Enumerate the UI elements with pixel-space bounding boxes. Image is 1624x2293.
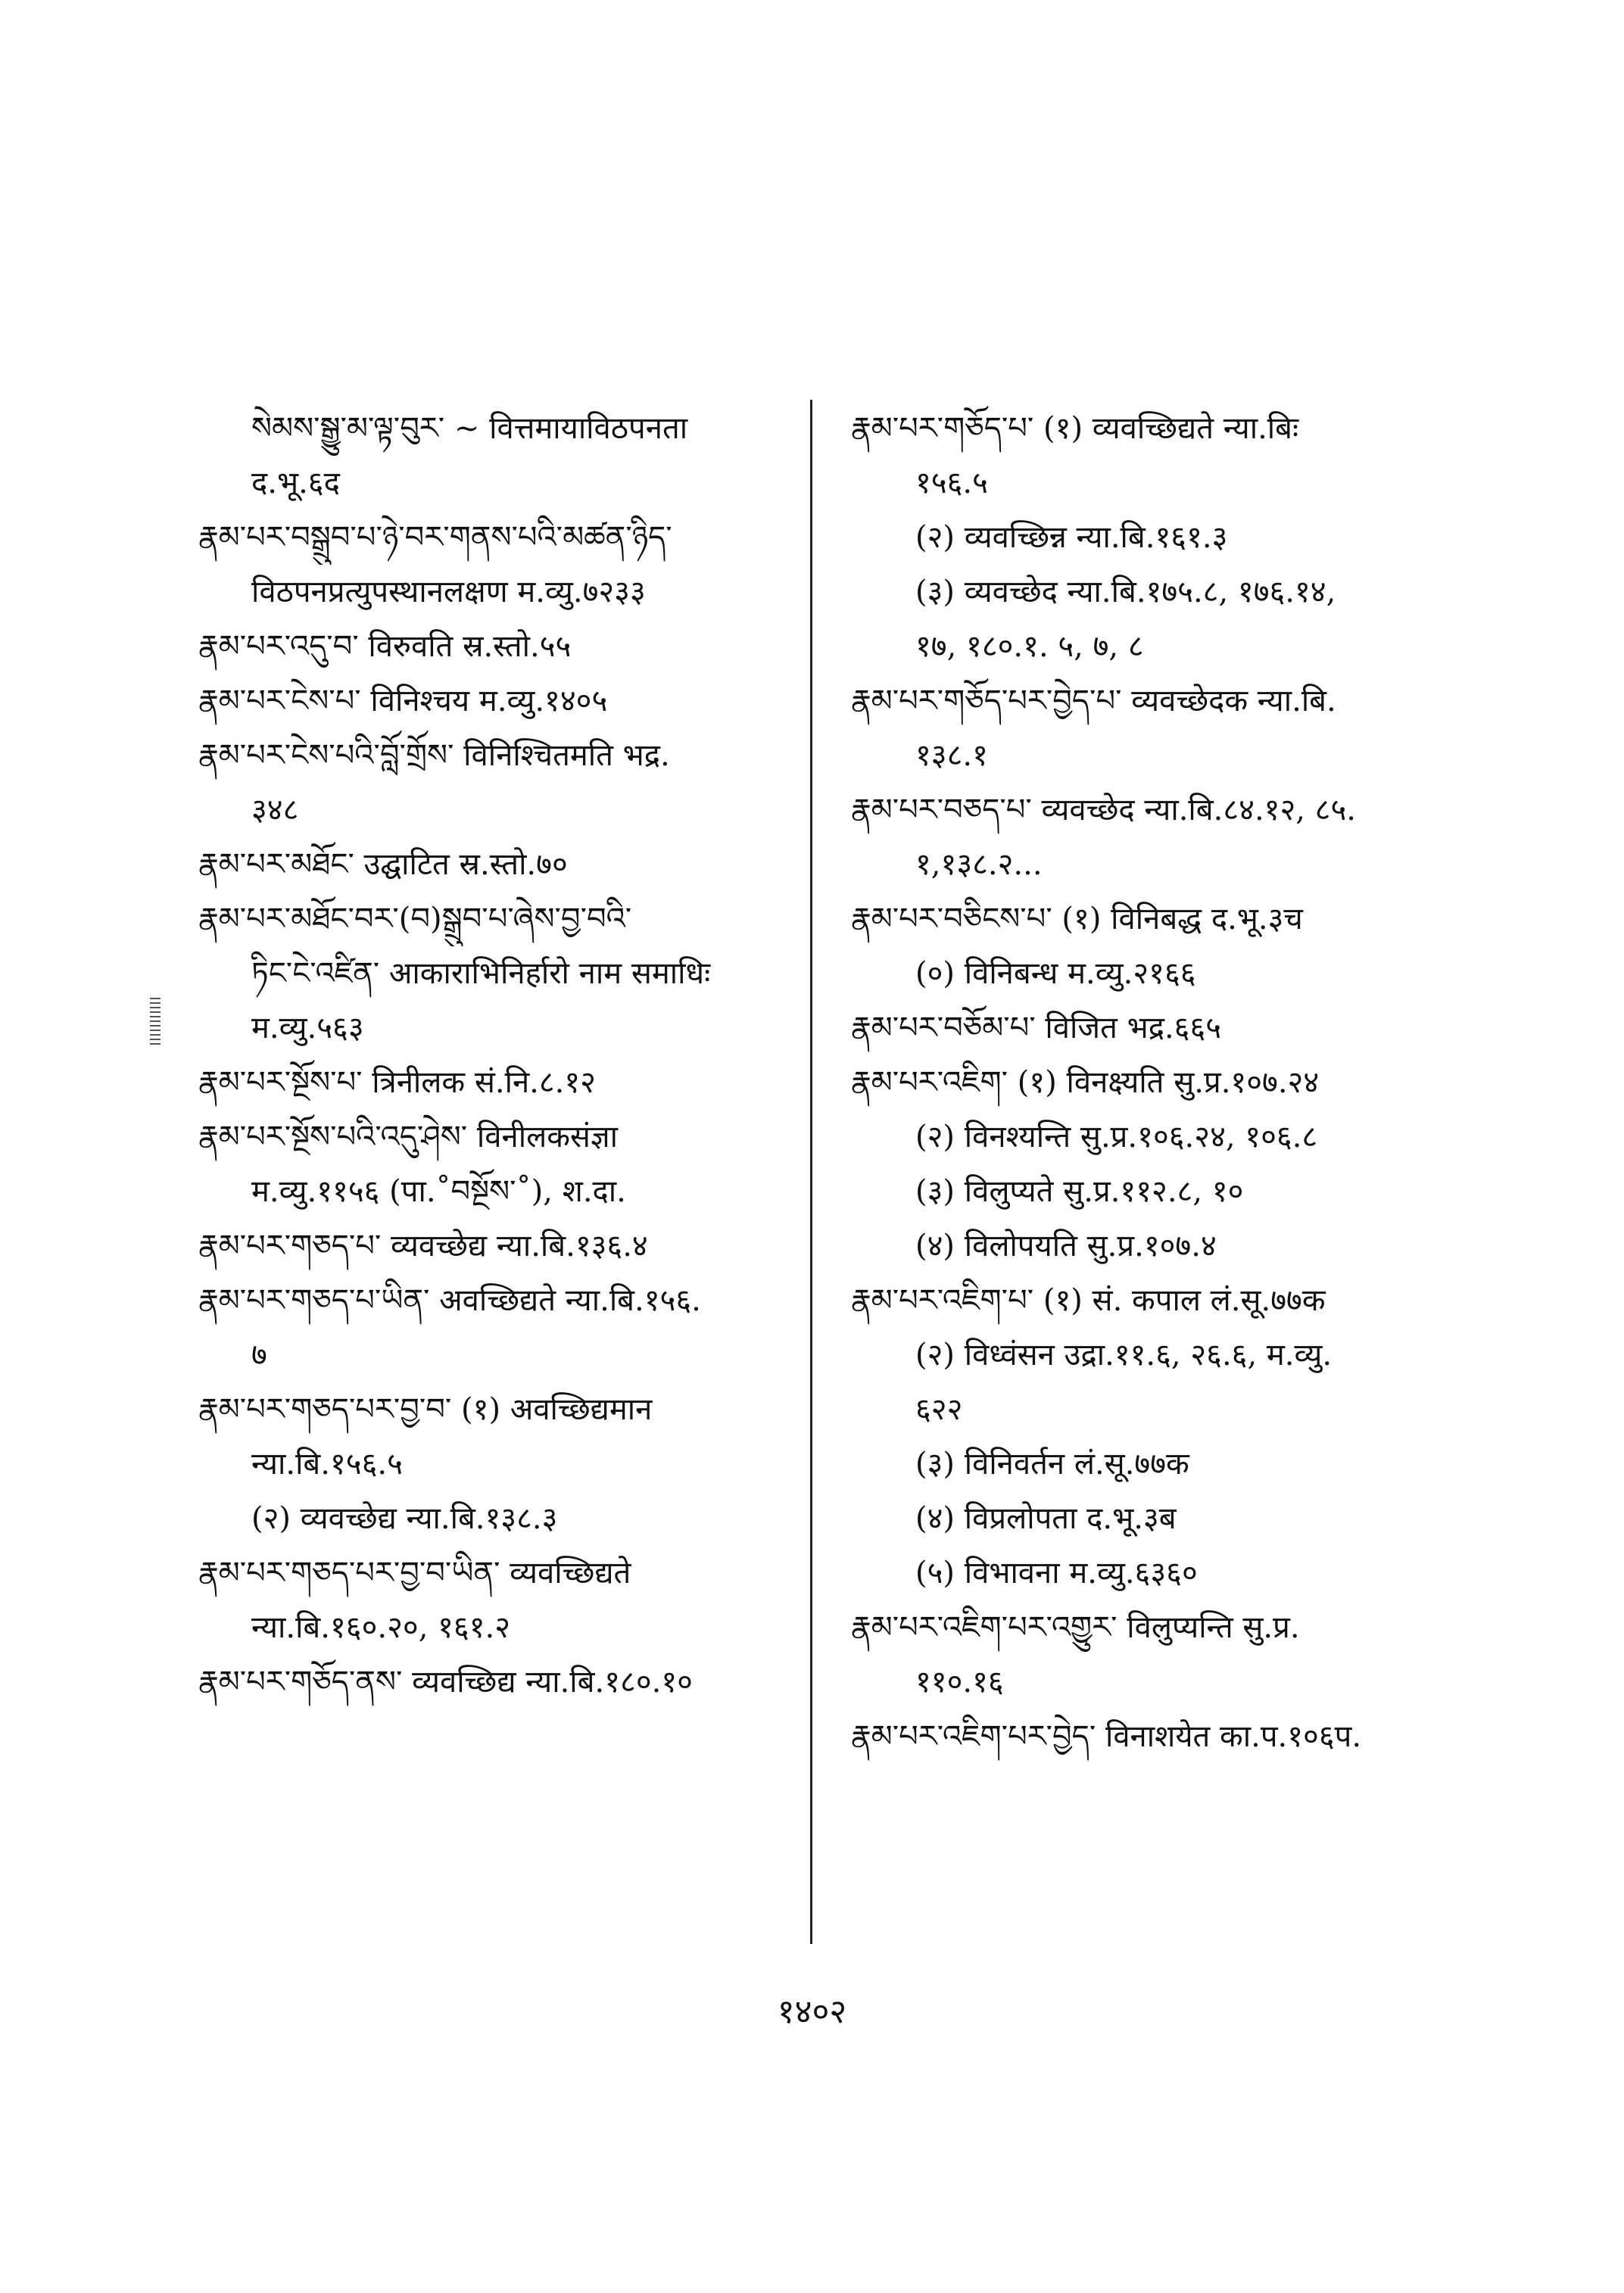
dictionary-line: म.व्यु.११५६ (पा.˚བསྔོས་˚), श.दा. bbox=[251, 1174, 626, 1209]
dictionary-line: ७ bbox=[251, 1338, 267, 1372]
dictionary-line: ३४८ bbox=[251, 793, 299, 827]
dictionary-line: རྣམ་པར་ངེས་པ་ विनिश्चय म.व्यु.१४०५ bbox=[198, 684, 608, 718]
dictionary-line: རྣམ་པར་གཅོད་ནས་ व्यवच्छिद्य न्या.बि.१८०.१० bbox=[198, 1665, 693, 1699]
dictionary-line: १७, १८०.१. ५, ७, ८ bbox=[915, 629, 1144, 664]
dictionary-line: ६२२ bbox=[915, 1392, 963, 1427]
dictionary-line: न्या.बि.१५६.५ bbox=[251, 1447, 403, 1481]
dictionary-line: རྣམ་པར་འཇིག་ (१) विनक्ष्यति सु.प्र.१०७.२४ bbox=[851, 1065, 1320, 1100]
dictionary-line: १५६.५ bbox=[915, 466, 988, 500]
dictionary-line: རྣམ་པར་ངེས་པའི་བློ་གྲོས་ विनिश्चितमति भद्र. bbox=[198, 738, 670, 773]
dictionary-line: རྣམ་པར་གཅད་པར་བྱ་བ་ (१) अवच्छिद्यमान bbox=[198, 1392, 653, 1427]
dictionary-line: १३८.१ bbox=[915, 738, 988, 773]
dictionary-line: རྣམ་པར་སྔོས་པ་ त्रिनीलक सं.नि.८.१२ bbox=[198, 1065, 596, 1100]
dictionary-line: རྣམ་པར་སྔོས་པའི་འདུ་ཤེས་ विनीलकसंज्ञा bbox=[198, 1120, 618, 1154]
dictionary-line: ཏིང་ངེ་འཛིན་ आकाराभिनिर्हारो नाम समाधिः bbox=[251, 956, 711, 991]
dictionary-line: विठपनप्रत्युपस्थानलक्षण म.व्यु.७२३३ bbox=[251, 575, 646, 609]
dictionary-line: རྣམ་པར་གཅད་པར་བྱ་བ་ཡིན་ व्यवच्छिद्यते bbox=[198, 1556, 631, 1590]
dictionary-line: རྣམ་པར་གཅད་པ་ཡིན་ अवच्छिद्यते न्या.बि.१५६. bbox=[198, 1283, 701, 1318]
dictionary-line: རྣམ་པར་འཇིག་པར་འགྱུར་ विलुप्यन्ति सु.प्र. bbox=[851, 1610, 1300, 1645]
dictionary-line: རྣམ་པར་བཅད་པ་ व्यवच्छेद न्या.बि.८४.१२, ८५. bbox=[851, 793, 1356, 827]
dictionary-line: (२) विनश्यन्ति सु.प्र.१०६.२४, १०६.८ bbox=[915, 1120, 1318, 1154]
right-column bbox=[851, 401, 1449, 1764]
left-column bbox=[198, 401, 796, 1709]
dictionary-line: (५) विभावना म.व्यु.६३६० bbox=[915, 1556, 1198, 1590]
dictionary-line: १,१३८.२... bbox=[915, 847, 1043, 882]
dictionary-line: རྣམ་པར་གཅོད་པར་བྱེད་པ་ व्यवच्छेदक न्या.बि. bbox=[851, 684, 1336, 718]
dictionary-line: རྣམ་པར་བཅིངས་པ་ (१) विनिबद्ध द.भू.३च bbox=[851, 902, 1303, 936]
dictionary-line: རྣམ་པར་བསྒྲུབ་པ་ཉེ་བར་གནས་པའི་མཚན་ཉིད་ bbox=[198, 520, 672, 555]
dictionary-line: རྣམ་པར་གཅད་པ་ व्यवच्छेद्य न्या.बि.१३६.४ bbox=[198, 1229, 648, 1263]
dictionary-line: རྣམ་པར་གཅོད་པ་ (१) व्यवच्छिद्यते न्या.बिः bbox=[851, 411, 1299, 446]
dictionary-line: (४) विलोपयति सु.प्र.१०७.४ bbox=[915, 1229, 1217, 1263]
dictionary-line: རྣམ་པར་འདུ་བ་ विरुवति स्र.स्तो.५५ bbox=[198, 629, 572, 664]
dictionary-line: རྣམ་པར་མཐོང་བར་(བ)སྒྲུབ་པ་ཞེས་བྱ་བའི་ bbox=[198, 902, 632, 936]
dictionary-line: རྣམ་པར་འཇིག་པ་ (१) सं. कपाल लं.सू.७७क bbox=[851, 1283, 1326, 1318]
dictionary-line: म.व्यु.५६३ bbox=[251, 1011, 364, 1045]
dictionary-line: (२) विध्वंसन उद्रा.११.६, २६.६, म.व्यु. bbox=[915, 1338, 1333, 1372]
dictionary-line: (३) व्यवच्छेद न्या.बि.१७५.८, १७६.१४, bbox=[915, 575, 1336, 609]
dictionary-line: (०) विनिबन्ध म.व्यु.२१६६ bbox=[915, 956, 1196, 991]
dictionary-line: (२) व्यवच्छिन्न न्या.बि.१६१.३ bbox=[915, 520, 1228, 555]
dictionary-line: སེམས་སྒྱུ་མ་ལྟ་བུར་ ~ वित्तमायाविठपनता bbox=[251, 411, 688, 446]
dictionary-line: द.भू.६द bbox=[251, 466, 340, 500]
dictionary-line: ११०.१६ bbox=[915, 1665, 1004, 1699]
dictionary-line: རྣམ་པར་འཇིག་པར་བྱེད་ विनाशयेत का.प.१०६प. bbox=[851, 1719, 1362, 1754]
dictionary-line: न्या.बि.१६०.२०, १६१.२ bbox=[251, 1610, 511, 1645]
margin-tick-marks bbox=[150, 998, 161, 1045]
dictionary-line: (३) विलुप्यते सु.प्र.११२.८, १० bbox=[915, 1174, 1244, 1209]
dictionary-line: (२) व्यवच्छेद्य न्या.बि.१३८.३ bbox=[251, 1501, 558, 1536]
dictionary-line: རྣམ་པར་མཐོང་ उद्घाटित स्र.स्तो.७० bbox=[198, 847, 568, 882]
page-number: १४०२ bbox=[777, 1992, 847, 2031]
column-divider bbox=[810, 400, 812, 1944]
dictionary-line: (३) विनिवर्तन लं.सू.७७क bbox=[915, 1447, 1189, 1481]
dictionary-line: (४) विप्रलोपता द.भू.३ब bbox=[915, 1501, 1177, 1536]
dictionary-line: རྣམ་པར་བཅོམ་པ་ विजित भद्र.६६५ bbox=[851, 1011, 1222, 1045]
